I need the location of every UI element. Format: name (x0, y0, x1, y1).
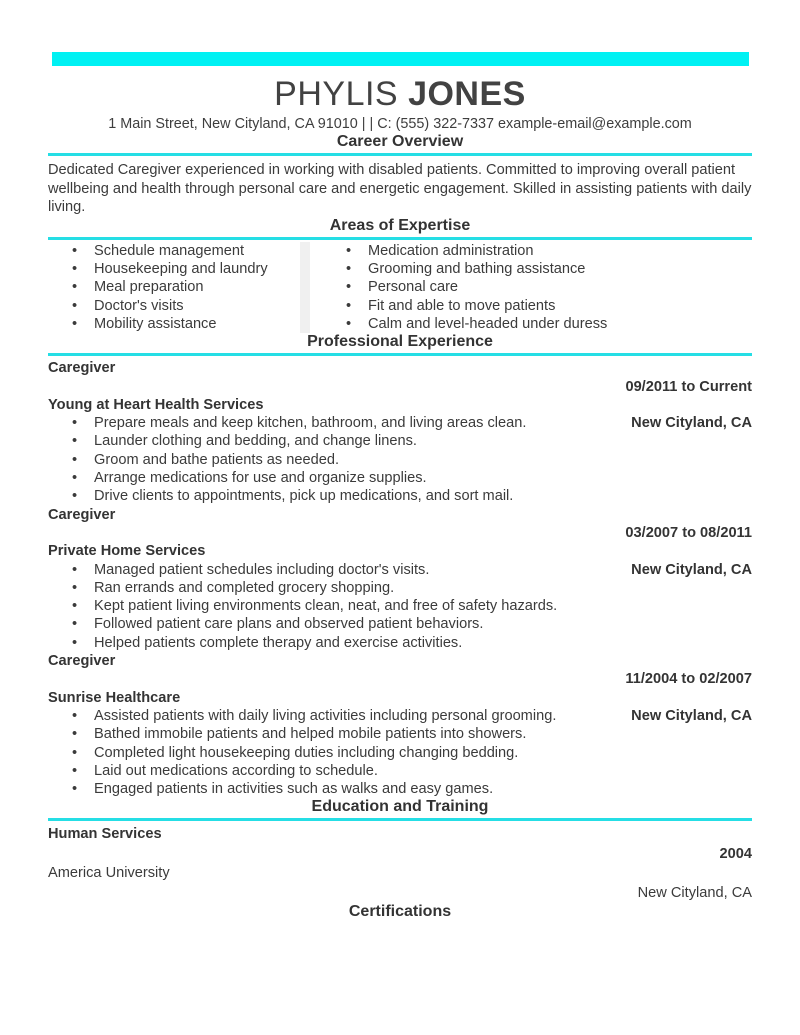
bullet-icon: • (72, 261, 78, 278)
bullet-icon: • (346, 242, 352, 259)
expertise-item-label: Grooming and bathing assistance (368, 261, 586, 278)
expertise-item (310, 315, 752, 333)
job-bullet-text: Bathed immobile patients and helped mobile patients into showers. (94, 726, 527, 743)
job-bullet-text: Helped patients complete therapy and exercise activities. (94, 634, 463, 651)
bullet-icon: • (72, 598, 78, 615)
job-bullet-list (48, 561, 752, 652)
job-bullet (48, 469, 752, 487)
bullet-icon: • (72, 634, 78, 651)
job-bullet-text: Laid out medications according to schedule. (94, 762, 378, 779)
expertise-item (310, 260, 752, 278)
job-bullet-text: Kept patient living environments clean, neat, and free of safety hazards. (94, 598, 558, 615)
expertise-item (310, 242, 752, 260)
bullet-icon: • (72, 707, 78, 724)
contact-line: 1 Main Street, New Cityland, CA 91010 | | C: (555) 322-7337 example-email@example.com (108, 116, 692, 132)
section-heading-expertise: Areas of Expertise (329, 216, 471, 234)
job-bullet (48, 597, 752, 615)
expertise-list-left (48, 242, 300, 333)
expertise-columns (48, 242, 752, 333)
job-bullet-text: Assisted patients with daily living activities including personal grooming. (94, 707, 557, 724)
section-rule (48, 353, 752, 356)
job-bullet (48, 487, 752, 505)
job-entry (48, 359, 752, 505)
section-heading-education: Education and Training (311, 798, 489, 816)
job-dates: 03/2007 to 08/2011 (625, 524, 752, 541)
bullet-icon: • (72, 279, 78, 296)
job-bullet (48, 762, 752, 780)
expertise-item (48, 315, 300, 333)
job-bullet (48, 561, 752, 579)
career-summary-text: Dedicated Caregiver experienced in working with disabled patients. Committed to improving overall patient wellbeing and health through personal care and energetic engagement. Skilled in assisting patients with daily living. (48, 162, 752, 216)
bullet-icon: • (346, 261, 352, 278)
job-bullet (48, 744, 752, 762)
expertise-item-label: Personal care (368, 279, 459, 296)
job-bullet-list (48, 707, 752, 798)
education-entry (48, 825, 752, 903)
column-divider (300, 242, 310, 333)
expertise-item-label: Schedule management (94, 242, 245, 259)
job-dates: 11/2004 to 02/2007 (625, 671, 752, 688)
section-heading-certifications: Certifications (348, 903, 452, 921)
job-dates: 09/2011 to Current (625, 378, 752, 395)
job-bullet (48, 615, 752, 633)
bullet-icon: • (72, 470, 78, 487)
job-title: Caregiver (48, 506, 116, 523)
section-heading-experience: Professional Experience (307, 333, 493, 351)
education-year: 2004 (719, 845, 752, 862)
bullet-icon: • (72, 488, 78, 505)
bullet-icon: • (72, 744, 78, 761)
job-bullet-text: Launder clothing and bedding, and change linens. (94, 433, 417, 450)
bullet-icon: • (346, 297, 352, 314)
expertise-item-label: Doctor's visits (94, 297, 184, 314)
accent-bar (52, 52, 749, 66)
job-company: Young at Heart Health Services (48, 396, 264, 413)
job-bullet (48, 414, 752, 432)
job-bullet-text: Arrange medications for use and organize supplies. (94, 470, 427, 487)
section-rule (48, 153, 752, 156)
bullet-icon: • (72, 781, 78, 798)
bullet-icon: • (346, 315, 352, 332)
section-heading-career-overview: Career Overview (336, 133, 464, 150)
job-bullet-text: Ran errands and completed grocery shopping. (94, 579, 395, 596)
bullet-icon: • (72, 762, 78, 779)
expertise-item (310, 297, 752, 315)
job-bullet (48, 780, 752, 798)
expertise-item-label: Calm and level-headed under duress (368, 315, 608, 332)
expertise-item-label: Fit and able to move patients (368, 297, 556, 314)
expertise-list-right (310, 242, 752, 333)
expertise-item-label: Mobility assistance (94, 315, 217, 332)
job-bullet-text: Prepare meals and keep kitchen, bathroom, and living areas clean. (94, 415, 527, 432)
bullet-icon: • (72, 616, 78, 633)
section-rule (48, 818, 752, 821)
job-company: Private Home Services (48, 543, 206, 560)
job-bullet-list (48, 414, 752, 505)
bullet-icon: • (72, 433, 78, 450)
expertise-item (48, 297, 300, 315)
job-bullet (48, 432, 752, 450)
education-school: America University (48, 865, 170, 882)
job-bullet (48, 634, 752, 652)
expertise-item (310, 278, 752, 296)
education-location: New Cityland, CA (637, 884, 752, 901)
job-bullet-text: Followed patient care plans and observed patient behaviors. (94, 616, 484, 633)
expertise-item-label: Meal preparation (94, 279, 204, 296)
job-bullet (48, 707, 752, 725)
job-title: Caregiver (48, 360, 116, 377)
expertise-item-label: Housekeeping and laundry (94, 261, 268, 278)
section-rule (48, 237, 752, 240)
job-bullet-text: Groom and bathe patients as needed. (94, 451, 340, 468)
candidate-last-name: JONES (408, 75, 526, 113)
job-title: Caregiver (48, 653, 116, 670)
job-entry (48, 506, 752, 652)
job-location: New Cityland, CA (631, 415, 752, 432)
job-location: New Cityland, CA (631, 707, 752, 724)
job-bullet-text: Managed patient schedules including doctor's visits. (94, 561, 430, 578)
candidate-name (48, 76, 752, 112)
experience-entries (48, 359, 752, 798)
bullet-icon: • (346, 279, 352, 296)
job-entry (48, 652, 752, 798)
expertise-item (48, 278, 300, 296)
bullet-icon: • (72, 451, 78, 468)
job-bullet-text: Completed light housekeeping duties including changing bedding. (94, 744, 519, 761)
expertise-item (48, 242, 300, 260)
bullet-icon: • (72, 315, 78, 332)
bullet-icon: • (72, 726, 78, 743)
job-bullet-text: Drive clients to appointments, pick up medications, and sort mail. (94, 488, 514, 505)
job-bullet (48, 579, 752, 597)
job-location: New Cityland, CA (631, 561, 752, 578)
job-bullet (48, 725, 752, 743)
bullet-icon: • (72, 561, 78, 578)
job-company: Sunrise Healthcare (48, 689, 181, 706)
bullet-icon: • (72, 297, 78, 314)
expertise-item-label: Medication administration (368, 242, 534, 259)
bullet-icon: • (72, 415, 78, 432)
job-bullet-text: Engaged patients in activities such as walks and easy games. (94, 781, 494, 798)
job-bullet (48, 451, 752, 469)
candidate-first-name: PHYLIS (274, 75, 399, 113)
education-program: Human Services (48, 826, 162, 843)
bullet-icon: • (72, 242, 78, 259)
expertise-item (48, 260, 300, 278)
bullet-icon: • (72, 579, 78, 596)
